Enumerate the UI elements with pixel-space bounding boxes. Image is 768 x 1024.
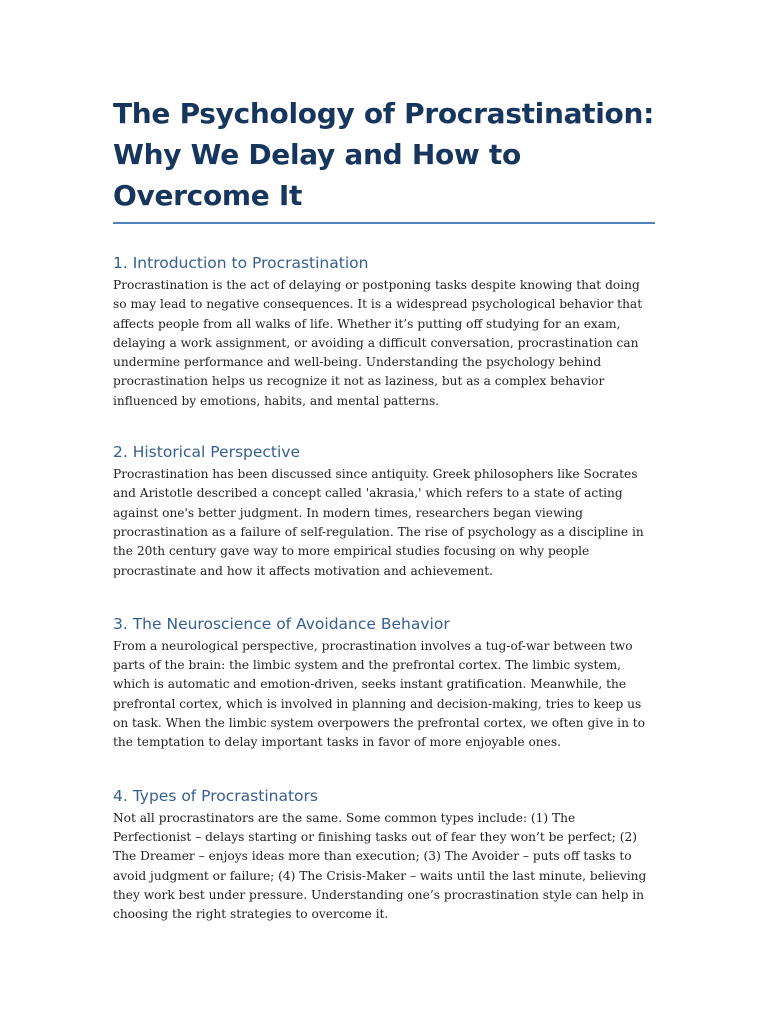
section-heading: 4. Types of Procrastinators [113,786,318,805]
section-heading: 3. The Neuroscience of Avoidance Behavior [113,614,450,633]
section-heading: 1. Introduction to Procrastination [113,254,369,272]
section-body: Procrastination is the act of delaying or postponing tasks despite knowing that doing so may lead to negative consequences. It is a widespread psychological behavior that affects people from all walks of life. Whether it’s putting off studying for an exam, delaying a work assignment, or avoiding a difficult conversation, procrastination can undermine performance and well-being. Understanding the psychology behind procrastination helps us recognize it not as laziness, but as a complex behavior influenced by emotions, habits, and mental patterns. [113,278,643,408]
section-historical-perspective [113,441,655,581]
section-neuroscience [113,613,655,753]
document-page [113,93,655,924]
section-body: Procrastination has been discussed since antiquity. Greek philosophers like Socrates and Aristotle described a concept called 'akrasia,' which refers to a state of acting against one's better judgment. In modern times, researchers began viewing procrastination as a failure of self-regulation. The rise of psychology as a discipline in the 20th century gave way to more empirical studies focusing on why people procrastinate and how it affects motivation and achievement. [113,467,644,578]
section-introduction [113,252,655,411]
section-body: Not all procrastinators are the same. Some common types include: (1) The Perfectionist – delays starting or finishing tasks out of fear they won’t be perfect; (2) The Dreamer – enjoys ideas more than execution; (3) The Avoider – puts off tasks to avoid judgment or failure; (4) The Crisis-Maker – waits until the last minute, believing they work best under pressure. Understanding one’s procrastination style can help in choosing the right strategies to overcome it. [113,810,647,922]
section-types-of-procrastinators [113,785,655,925]
document-title: The Psychology of Procrastination: Why We Delay and How to Overcome It [113,93,655,224]
section-body: From a neurological perspective, procrastination involves a tug-of-war between two parts of the brain: the limbic system and the prefrontal cortex. The limbic system, which is automatic and emotion-driven, seeks instant gratification. Meanwhile, the prefrontal cortex, which is involved in planning and decision-making, tries to keep us on task. When the limbic system overpowers the prefrontal cortex, we often give in to the temptation to delay important tasks in favor of more enjoyable ones. [113,638,646,750]
section-heading: 2. Historical Perspective [113,443,301,462]
